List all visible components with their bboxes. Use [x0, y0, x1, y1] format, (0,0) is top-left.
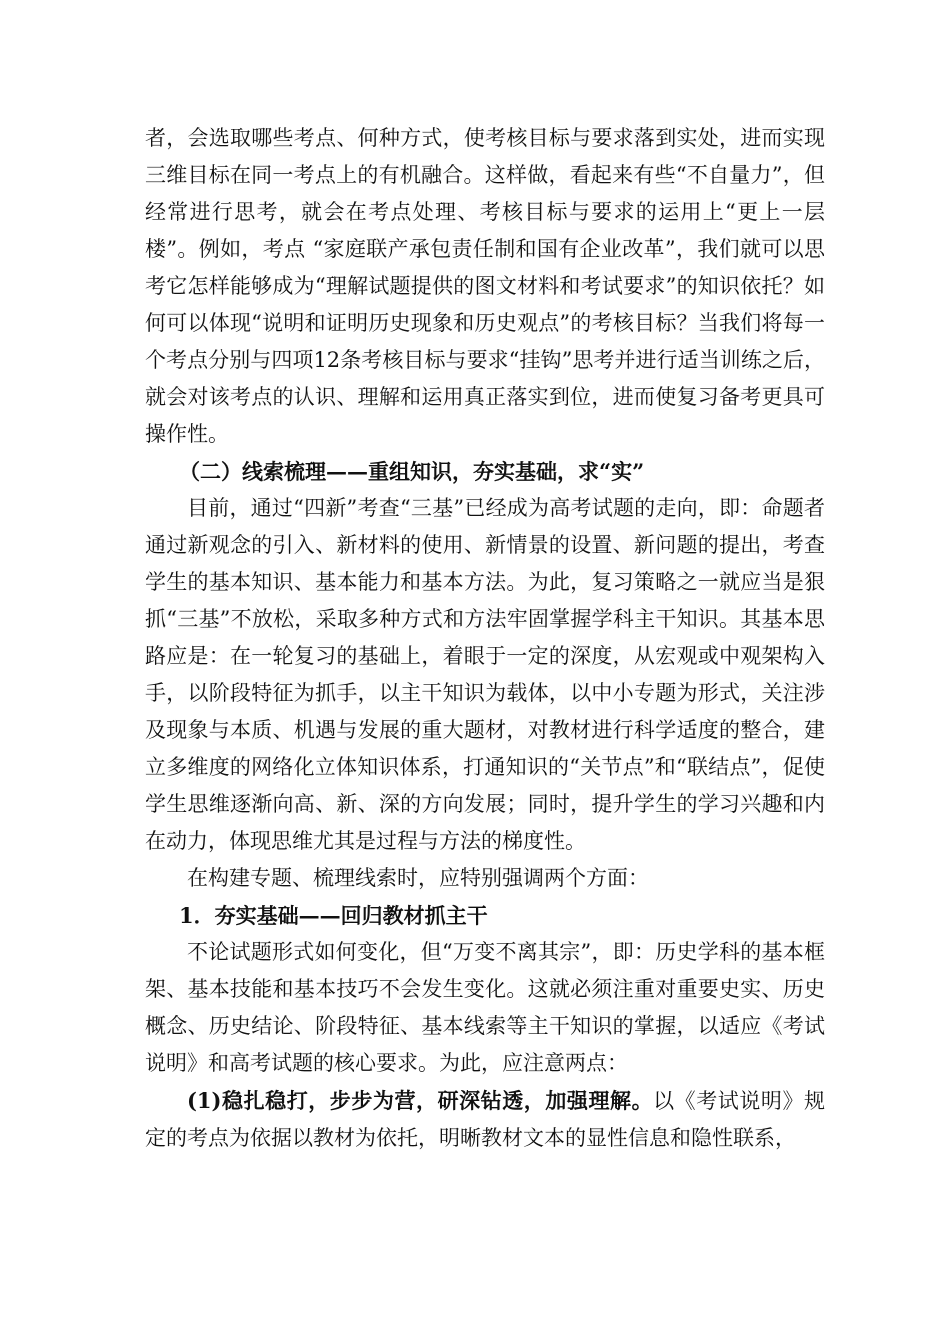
subsection-heading-1: 1．夯实基础——回归教材抓主干: [179, 903, 488, 928]
section-heading-2: （二）线索梳理——重组知识，夯实基础，求“实”: [179, 459, 645, 484]
paragraph-point-1: [145, 1082, 825, 1157]
paragraph-continuation: 者，会选取哪些考点、何种方式，使考核目标与要求落到实处，进而实现三维目标在同一考点上的有机融合。这样做，看起来有些“不自量力”，但经常进行思考，就会在考点处理、考核目标与要求的运用上“更上一层楼”。例如，考点 “家庭联产承包责任制和国有企业改革”，我们就可以思考它怎样能够成为“理解试题提供的图文材料和考试要求”的知识依托？如何可以体现“说明和证明历史现象和历史观点”的考核目标？当我们将每一个考点分别与四项12条考核目标与要求“挂钩”思考并进行适当训练之后，就会对该考点的认识、理解和运用真正落实到位，进而使复习备考更具可操作性。: [145, 126, 825, 446]
paragraph-core-knowledge: 不论试题形式如何变化，但“万变不离其宗”，即：历史学科的基本框架、基本技能和基本技巧不会发生变化。这就必须注重对重要史实、历史概念、历史结论、阶段特征、基本线索等主干知识的掌握，以适应《考试说明》和高考试题的核心要求。为此，应注意两点：: [145, 940, 825, 1075]
document-body: [145, 120, 825, 1157]
paragraph-two-aspects: 在构建专题、梳理线索时，应特别强调两个方面：: [187, 866, 649, 890]
paragraph-four-new: 目前，通过“四新”考查“三基”已经成为高考试题的走向，即：命题者通过新观念的引入、新材料的使用、新情景的设置、新问题的提出，考查学生的基本知识、基本能力和基本方法。为此，复习策略之一就应当是狠抓“三基”不放松，采取多种方式和方法牢固掌握学科主干知识。其基本思路应是：在一轮复习的基础上，着眼于一定的深度，从宏观或中观架构入手，以阶段特征为抓手，以主干知识为载体，以中小专题为形式，关注涉及现象与本质、机遇与发展的重大题材，对教材进行科学适度的整合，建立多维度的网络化立体知识体系，打通知识的“关节点”和“联结点”，促使学生思维逐渐向高、新、深的方向发展；同时，提升学生的学习兴趣和内在动力，体现思维尤其是过程与方法的梯度性。: [145, 496, 825, 853]
point-1-lead: (1)稳扎稳打，步步为营，研深钻透，加强理解。: [187, 1088, 654, 1113]
point-1-text: 以《考试说明》规定的考点为依据以教材为依托，明晰教材文本的显性信息和隐性联系，: [145, 1089, 826, 1150]
